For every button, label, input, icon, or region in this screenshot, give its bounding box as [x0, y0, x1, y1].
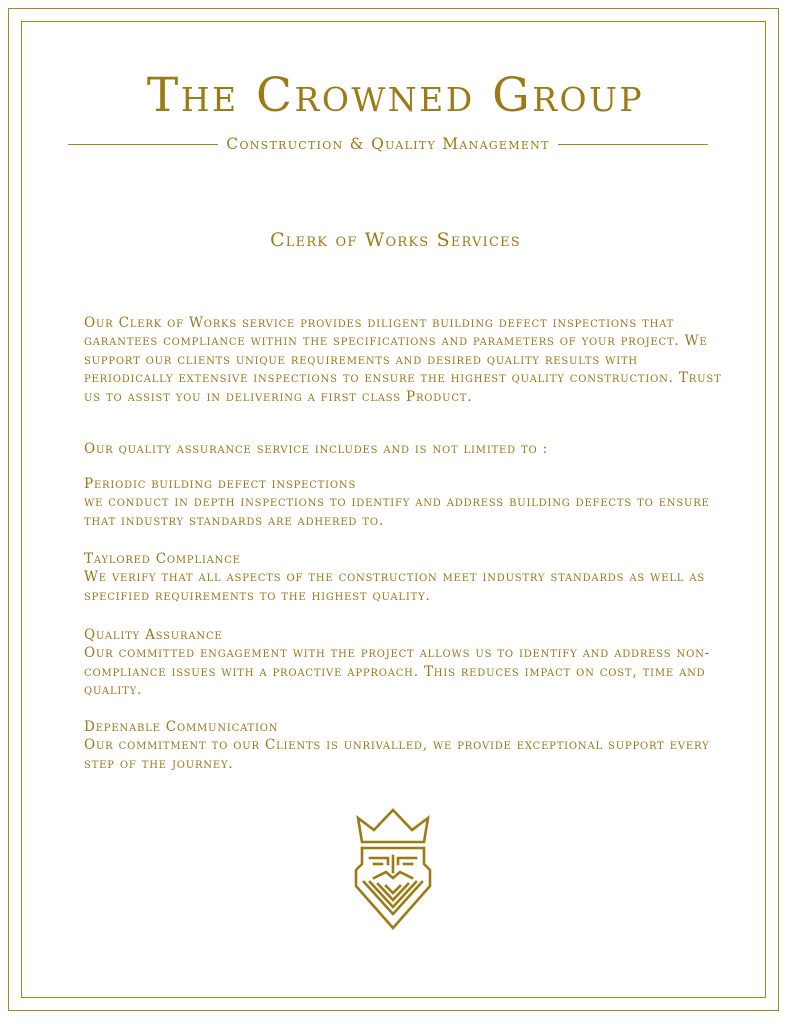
intro-paragraph: Our Clerk of Works service provides diligent building defect inspections that garantees compliance within the specifications and parameters of your project. We support our clients unique requirements and desired quality results with periodically extensive inspections to ensure the highest quality construction. Trust us to assist you in delivering a first class Product.: [84, 315, 722, 405]
service-heading: Depenable Communication: [84, 719, 279, 735]
company-title: The Crowned Group: [146, 68, 645, 123]
tagline-rule-right: [558, 144, 708, 145]
tagline-row: [68, 135, 708, 153]
service-item: [84, 718, 724, 773]
includes-line: Our quality assurance service includes and is not limited to :: [84, 441, 549, 457]
service-heading: Taylored Compliance: [84, 551, 241, 567]
service-description: Our committed engagement with the project allows us to identify and address non-compliance issues with a proactive approach. This reduces impact on cost, time and quality.: [84, 645, 711, 699]
section-title: Clerk of Works Services: [270, 229, 521, 251]
service-item: [84, 626, 724, 700]
tagline: Construction & Quality Management: [226, 135, 550, 153]
service-description: We verify that all aspects of the construction meet industry standards as well as specified requirements to the highest quality.: [84, 569, 706, 604]
service-description: Our commitment to our Clients is unrivalled, we provide exceptional support every step of the journey.: [84, 737, 710, 772]
tagline-rule-left: [68, 144, 218, 145]
service-item: [84, 475, 724, 530]
service-heading: Periodic building defect inspections: [84, 476, 357, 492]
service-heading: Quality Assurance: [84, 627, 223, 643]
crowned-king-icon: [352, 806, 434, 934]
service-item: [84, 550, 724, 605]
service-description: we conduct in depth inspections to identify and address building defects to ensure that industry standards are adhered to.: [84, 494, 710, 529]
